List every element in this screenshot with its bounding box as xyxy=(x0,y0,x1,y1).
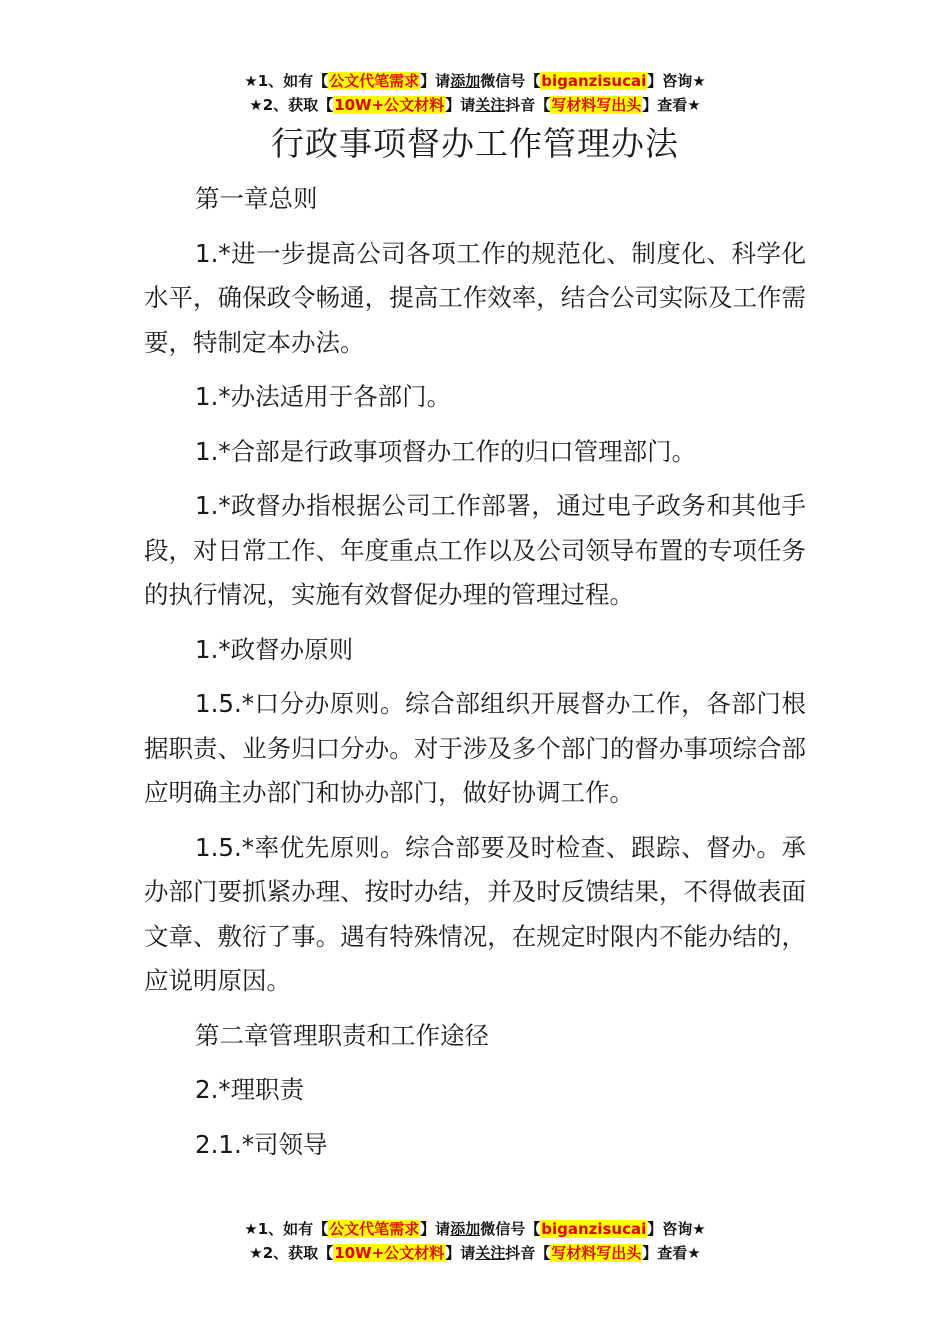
banner-text: 】请 xyxy=(420,72,451,90)
banner-underlined-text: 添加 xyxy=(450,72,481,90)
top-banner-line-1 xyxy=(0,69,950,93)
douyin-id-highlight: 写材料写出头 xyxy=(551,96,642,114)
banner-highlight: 10W+公文材料 xyxy=(334,96,445,114)
section-heading: 1.*政督办原则 xyxy=(195,634,354,664)
banner-text: 微信号【 xyxy=(480,1220,541,1238)
document-title: 行政事项督办工作管理办法 xyxy=(271,124,679,163)
banner-text: 微信号【 xyxy=(480,72,541,90)
bottom-banner-line-1 xyxy=(0,1217,950,1241)
banner-text: ★2、获取【 xyxy=(249,1244,334,1262)
douyin-id-highlight: 写材料写出头 xyxy=(551,1244,642,1262)
banner-text: 抖音【 xyxy=(505,96,551,114)
banner-text: 】咨询★ xyxy=(647,72,706,90)
banner-text: ★1、如有【 xyxy=(244,72,329,90)
banner-text: 】请 xyxy=(420,1220,451,1238)
banner-underlined-text: 添加 xyxy=(450,1220,481,1238)
top-banner-line-2 xyxy=(0,93,950,117)
wechat-id-highlight: biganzisucai xyxy=(541,72,647,90)
chapter-heading: 第一章总则 xyxy=(195,184,318,213)
chapter-heading: 第二章管理职责和工作途径 xyxy=(195,1020,489,1050)
body-paragraph: 1.*合部是行政事项督办工作的归口管理部门。 xyxy=(195,436,697,466)
section-heading: 2.1.*司领导 xyxy=(195,1129,328,1159)
banner-text: 】查看★ xyxy=(642,1244,701,1262)
bottom-banner-line-2 xyxy=(0,1241,950,1265)
body-paragraph: 1.5.*率优先原则。综合部要及时检查、跟踪、督办。承办部门要抓紧办理、按时办结，并及时反馈结果，不得做表面文章、敷衍了事。遇有特殊情况，在规定时限内不能办结的，应说明原因。 xyxy=(144,832,806,995)
banner-text: 抖音【 xyxy=(505,1244,551,1262)
banner-text: ★2、获取【 xyxy=(249,96,334,114)
body-paragraph: 1.5.*口分办原则。综合部组织开展督办工作，各部门根据职责、业务归口分办。对于涉及多个部门的督办事项综合部应明确主办部门和协办部门，做好协调工作。 xyxy=(144,689,806,807)
body-paragraph: 1.*政督办指根据公司工作部署，通过电子政务和其他手段，对日常工作、年度重点工作以及公司领导布置的专项任务的执行情况，实施有效督促办理的管理过程。 xyxy=(144,491,806,609)
banner-text: 】查看★ xyxy=(642,96,701,114)
banner-underlined-text: 关注 xyxy=(475,96,506,114)
bottom-banner xyxy=(0,1217,950,1265)
banner-highlight: 10W+公文材料 xyxy=(334,1244,445,1262)
body-paragraph: 1.*进一步提高公司各项工作的规范化、制度化、科学化水平，确保政令畅通，提高工作效率，结合公司实际及工作需要，特制定本办法。 xyxy=(144,238,806,357)
document-body xyxy=(144,177,806,1177)
banner-highlight: 公文代笔需求 xyxy=(329,72,420,90)
section-heading: 2.*理职责 xyxy=(195,1075,305,1104)
top-banner xyxy=(0,69,950,117)
body-paragraph: 1.*办法适用于各部门。 xyxy=(195,382,452,411)
banner-text: 】请 xyxy=(445,1244,476,1262)
banner-text: ★1、如有【 xyxy=(244,1220,329,1238)
banner-text: 】请 xyxy=(445,96,476,114)
banner-text: 】咨询★ xyxy=(647,1220,706,1238)
banner-highlight: 公文代笔需求 xyxy=(329,1220,420,1238)
wechat-id-highlight: biganzisucai xyxy=(541,1220,647,1238)
banner-underlined-text: 关注 xyxy=(475,1244,506,1262)
